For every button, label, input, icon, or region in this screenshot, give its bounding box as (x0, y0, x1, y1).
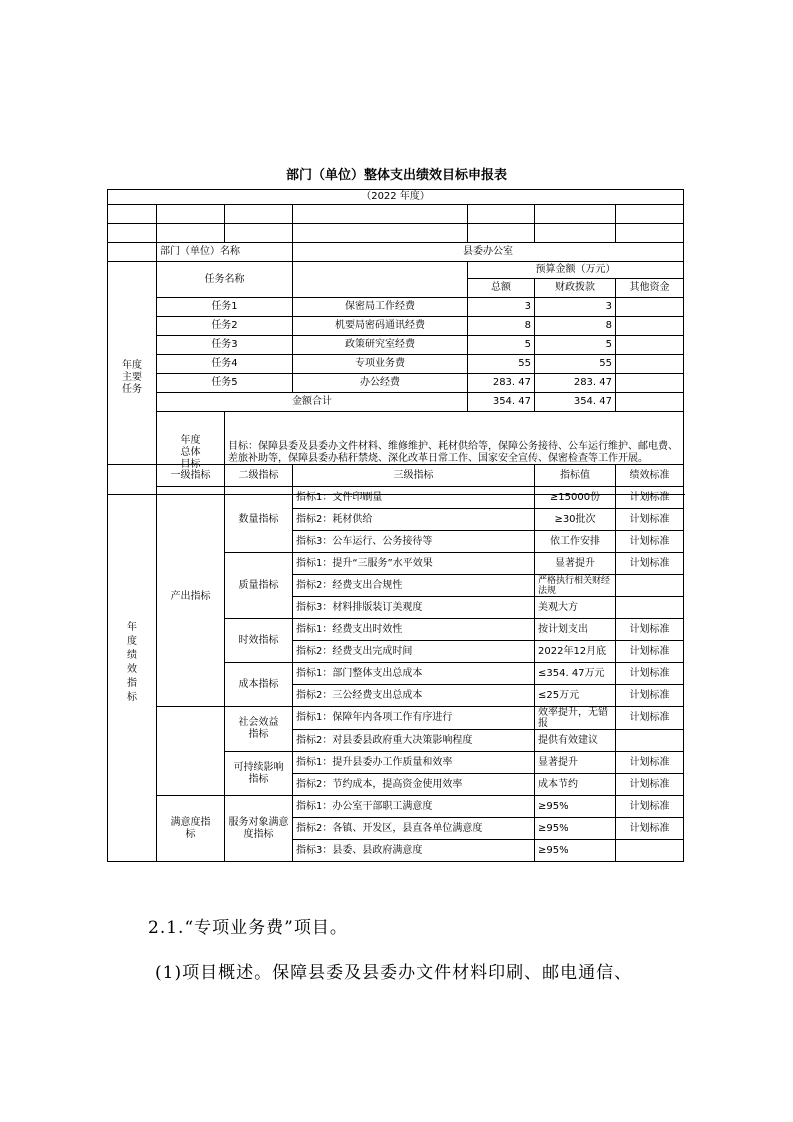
sustain-impact-label: 可持续影响指标 (225, 752, 293, 796)
sum-label: 金额合计 (157, 393, 468, 412)
level2-header: 二级指标 (225, 465, 293, 487)
social-benefit-label: 社会效益指标 (225, 707, 293, 752)
other-header: 其他资金 (616, 279, 684, 298)
standard-header: 绩效标准 (616, 465, 684, 487)
task-row: 任务1 保密局工作经费 3 3 (108, 298, 684, 317)
indicator-row: 时效指标 指标1：经费支出时效性 按计划支出 计划标准 (108, 619, 684, 641)
form-title: 部门（单位）整体支出绩效目标申报表 (285, 168, 507, 183)
level3-header: 三级指标 (293, 465, 535, 487)
dept-label: 部门（单位）名称 (157, 243, 293, 262)
indicators-section-label: 年度绩效指标 (108, 465, 157, 862)
performance-target-table (107, 189, 684, 495)
service-satisfaction-label: 服务对象满意度指标 (225, 796, 293, 862)
value-header: 指标值 (535, 465, 616, 487)
sum-fiscal: 354. 47 (535, 393, 616, 412)
indicator-row: 指标2：三公经费支出总成本 ≤25万元 计划标准 (108, 685, 684, 707)
indicator-row: 社会效益指标 指标1：保障年内各项工作有序进行 效率提升，无错报 计划标准 (108, 707, 684, 730)
sum-total: 354. 47 (468, 393, 535, 412)
budget-header: 预算金额（万元） (468, 262, 684, 279)
indicator-row: 成本指标 指标1：部门整体支出总成本 ≤354. 47万元 计划标准 (108, 663, 684, 685)
benefit-indicator-cell (157, 707, 225, 796)
indicator-row: 产出指标 数量指标 指标1：文件印刷量 ≥15000份 计划标准 (108, 487, 684, 509)
indicator-row: 指标3：县委、县政府满意度 ≥95% (108, 840, 684, 862)
indicator-row: 指标3：公车运行、公务接待等 依工作安排 计划标准 (108, 531, 684, 553)
blank-row-1 (108, 205, 684, 224)
indicator-row: 指标2：节约成本，提高资金使用效率 成本节约 计划标准 (108, 774, 684, 796)
indicator-row: 指标2：经费支出完成时间 2022年12月底 计划标准 (108, 641, 684, 663)
task-header-row (108, 262, 684, 279)
task-sum-row (108, 393, 684, 412)
paragraph-line: (1)项目概述。保障县委及县委办文件材料印刷、邮电通信、 (155, 963, 633, 983)
indicator-row: 满意度指标 服务对象满意度指标 指标1：办公室干部职工满意度 ≥95% 计划标准 (108, 796, 684, 818)
dept-name: 县委办公室 (293, 243, 684, 262)
output-indicator-label: 产出指标 (157, 487, 225, 707)
indicator-row: 指标2：耗材供给 ≥30批次 计划标准 (108, 509, 684, 531)
level1-header: 一级指标 (157, 465, 225, 487)
indicator-row: 质量指标 指标1：提升“三服务”水平效果 显著提升 计划标准 (108, 553, 684, 575)
year-cell: （2022 年度） (108, 190, 684, 205)
timeliness-indicator-label: 时效指标 (225, 619, 293, 663)
indicator-row: 指标2：经费支出合规性 严格执行相关财经法规 (108, 575, 684, 597)
task-row: 任务2 机要局密码通讯经费 8 8 (108, 317, 684, 336)
section-heading: 2.1.“专项业务费”项目。 (148, 918, 348, 938)
cost-indicator-label: 成本指标 (225, 663, 293, 707)
satisfaction-indicator-label: 满意度指标 (157, 796, 225, 862)
overall-goal-text: 目标：保障县委及县委办文件材料、维修维护、耗材供给等，保障公务接待、公车运行维护、邮电费、差旅补助等，保障县委办秸秆禁烧、深化改革日常工作、国家安全宣传、保密检查等工作开展。 (225, 412, 684, 495)
dept-row (108, 243, 684, 262)
indicator-row: 指标2：各镇、开发区，县直各单位满意度 ≥95% 计划标准 (108, 818, 684, 840)
indicators-table (107, 464, 684, 862)
task-name-header: 任务名称 (157, 262, 293, 298)
annual-tasks-section-label: 年度主要任务 (108, 262, 157, 495)
indicator-row: 指标2：对县委县政府重大决策影响程度 提供有效建议 (108, 730, 684, 752)
quantity-indicator-label: 数量指标 (225, 487, 293, 553)
task-row: 任务4 专项业务费 55 55 (108, 355, 684, 374)
blank-row-2 (108, 224, 684, 243)
task-row: 任务3 政策研究室经费 5 5 (108, 336, 684, 355)
task-row: 任务5 办公经费 283. 47 283. 47 (108, 374, 684, 393)
overall-goal-label: 年度总体目标 (157, 412, 225, 495)
total-header: 总额 (468, 279, 535, 298)
indicator-row: 可持续影响指标 指标1：提升县委办工作质量和效率 显著提升 计划标准 (108, 752, 684, 774)
indicator-header-row (108, 465, 684, 487)
quality-indicator-label: 质量指标 (225, 553, 293, 619)
year-row (108, 190, 684, 205)
fiscal-header: 财政拨款 (535, 279, 616, 298)
indicator-row: 指标3：材料排版装订美观度 美观大方 (108, 597, 684, 619)
